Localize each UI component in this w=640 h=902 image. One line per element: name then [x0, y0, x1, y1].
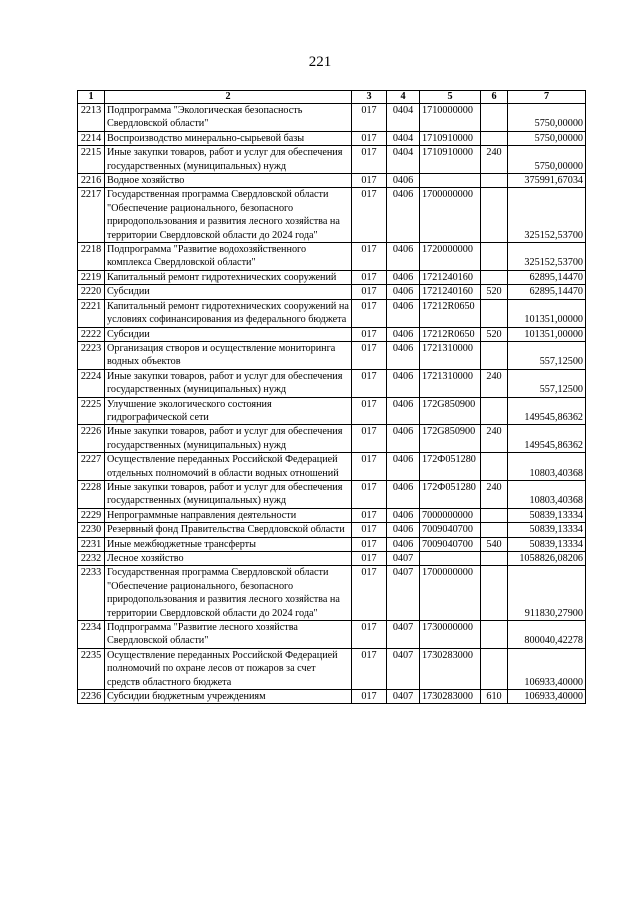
- row-name: Иные закупки товаров, работ и услуг для обеспечения государственных (муниципальных) нужд: [105, 146, 352, 174]
- table-row: [78, 552, 586, 566]
- row-number: 2229: [78, 508, 105, 522]
- row-target-code: 172G850900: [420, 397, 481, 425]
- row-target-code: [420, 552, 481, 566]
- row-name: Субсидии: [105, 327, 352, 341]
- row-department-code: 017: [352, 552, 387, 566]
- column-header: 6: [481, 91, 508, 104]
- column-header: 4: [387, 91, 420, 104]
- row-target-code: [420, 174, 481, 188]
- row-target-code: 1700000000: [420, 188, 481, 243]
- row-section-code: 0404: [387, 146, 420, 174]
- row-expense-type-code: [481, 621, 508, 649]
- row-amount: 325152,53700: [508, 243, 586, 271]
- row-number: 2214: [78, 131, 105, 145]
- budget-table: [77, 90, 586, 704]
- row-number: 2213: [78, 104, 105, 132]
- row-target-code: 17212R0650: [420, 327, 481, 341]
- row-section-code: 0404: [387, 131, 420, 145]
- row-target-code: 172Ф051280: [420, 453, 481, 481]
- row-department-code: 017: [352, 508, 387, 522]
- row-target-code: 172Ф051280: [420, 480, 481, 508]
- table-row: [78, 425, 586, 453]
- row-target-code: 1710910000: [420, 131, 481, 145]
- row-expense-type-code: 610: [481, 690, 508, 704]
- row-section-code: 0406: [387, 299, 420, 327]
- row-name: Иные закупки товаров, работ и услуг для обеспечения государственных (муниципальных) нужд: [105, 480, 352, 508]
- row-amount: 557,12500: [508, 369, 586, 397]
- row-number: 2217: [78, 188, 105, 243]
- table-row: [78, 285, 586, 299]
- row-name: Воспроизводство минерально-сырьевой базы: [105, 131, 352, 145]
- table-row: [78, 104, 586, 132]
- row-section-code: 0407: [387, 552, 420, 566]
- row-expense-type-code: [481, 453, 508, 481]
- row-amount: 911830,27900: [508, 566, 586, 621]
- row-department-code: 017: [352, 299, 387, 327]
- row-name: Осуществление переданных Российской Федерацией полномочий по охране лесов от пожаров за счет средств областного бюджета: [105, 648, 352, 689]
- row-name: Иные закупки товаров, работ и услуг для обеспечения государственных (муниципальных) нужд: [105, 369, 352, 397]
- row-number: 2216: [78, 174, 105, 188]
- row-department-code: 017: [352, 566, 387, 621]
- row-department-code: 017: [352, 270, 387, 284]
- row-department-code: 017: [352, 523, 387, 537]
- row-amount: 101351,00000: [508, 299, 586, 327]
- table-row: [78, 508, 586, 522]
- row-amount: 101351,00000: [508, 327, 586, 341]
- row-name: Субсидии: [105, 285, 352, 299]
- row-section-code: 0406: [387, 243, 420, 271]
- row-amount: 5750,00000: [508, 104, 586, 132]
- row-section-code: 0406: [387, 341, 420, 369]
- row-section-code: 0406: [387, 285, 420, 299]
- row-department-code: 017: [352, 285, 387, 299]
- column-header: 2: [105, 91, 352, 104]
- row-section-code: 0406: [387, 508, 420, 522]
- row-expense-type-code: [481, 174, 508, 188]
- row-number: 2223: [78, 341, 105, 369]
- row-amount: 149545,86362: [508, 425, 586, 453]
- table-row: [78, 146, 586, 174]
- row-expense-type-code: [481, 341, 508, 369]
- row-name: Капитальный ремонт гидротехнических сооружений: [105, 270, 352, 284]
- row-amount: 325152,53700: [508, 188, 586, 243]
- table-row: [78, 369, 586, 397]
- row-name: Государственная программа Свердловской области "Обеспечение рационального, безопасного природопользования и развития лесного хозяйства на территории Свердловской области до 2024 года": [105, 566, 352, 621]
- row-target-code: 1710000000: [420, 104, 481, 132]
- row-department-code: 017: [352, 341, 387, 369]
- row-amount: 106933,40000: [508, 690, 586, 704]
- row-amount: 10803,40368: [508, 453, 586, 481]
- row-number: 2225: [78, 397, 105, 425]
- row-amount: 50839,13334: [508, 537, 586, 551]
- row-department-code: 017: [352, 621, 387, 649]
- row-amount: 5750,00000: [508, 146, 586, 174]
- row-expense-type-code: [481, 299, 508, 327]
- row-number: 2230: [78, 523, 105, 537]
- row-department-code: 017: [352, 480, 387, 508]
- row-expense-type-code: [481, 243, 508, 271]
- row-target-code: 1720000000: [420, 243, 481, 271]
- row-name: Улучшение экологического состояния гидрографической сети: [105, 397, 352, 425]
- row-section-code: 0406: [387, 270, 420, 284]
- row-name: Непрограммные направления деятельности: [105, 508, 352, 522]
- table-row: [78, 621, 586, 649]
- column-header: 7: [508, 91, 586, 104]
- row-target-code: 172G850900: [420, 425, 481, 453]
- row-department-code: 017: [352, 537, 387, 551]
- row-number: 2227: [78, 453, 105, 481]
- row-number: 2218: [78, 243, 105, 271]
- row-expense-type-code: [481, 648, 508, 689]
- row-number: 2228: [78, 480, 105, 508]
- row-target-code: 1721240160: [420, 270, 481, 284]
- row-department-code: 017: [352, 243, 387, 271]
- table-row: [78, 174, 586, 188]
- row-number: 2222: [78, 327, 105, 341]
- row-number: 2221: [78, 299, 105, 327]
- row-number: 2233: [78, 566, 105, 621]
- row-department-code: 017: [352, 146, 387, 174]
- row-department-code: 017: [352, 425, 387, 453]
- row-department-code: 017: [352, 188, 387, 243]
- table-row: [78, 480, 586, 508]
- row-section-code: 0406: [387, 537, 420, 551]
- row-department-code: 017: [352, 397, 387, 425]
- column-header: 1: [78, 91, 105, 104]
- row-amount: 149545,86362: [508, 397, 586, 425]
- table-row: [78, 299, 586, 327]
- table-row: [78, 243, 586, 271]
- table-row: [78, 537, 586, 551]
- row-section-code: 0406: [387, 397, 420, 425]
- row-section-code: 0406: [387, 327, 420, 341]
- row-name: Организация створов и осуществление мониторинга водных объектов: [105, 341, 352, 369]
- row-name: Водное хозяйство: [105, 174, 352, 188]
- row-target-code: 1730000000: [420, 621, 481, 649]
- column-header: 3: [352, 91, 387, 104]
- table-row: [78, 523, 586, 537]
- row-name: Осуществление переданных Российской Федерацией отдельных полномочий в области водных отношений: [105, 453, 352, 481]
- row-section-code: 0406: [387, 425, 420, 453]
- row-section-code: 0407: [387, 648, 420, 689]
- table-row: [78, 453, 586, 481]
- row-department-code: 017: [352, 104, 387, 132]
- row-department-code: 017: [352, 131, 387, 145]
- row-target-code: 1721240160: [420, 285, 481, 299]
- row-expense-type-code: 540: [481, 537, 508, 551]
- row-amount: 10803,40368: [508, 480, 586, 508]
- row-section-code: 0407: [387, 621, 420, 649]
- row-name: Субсидии бюджетным учреждениям: [105, 690, 352, 704]
- row-section-code: 0406: [387, 369, 420, 397]
- row-amount: 62895,14470: [508, 285, 586, 299]
- row-number: 2220: [78, 285, 105, 299]
- table-row: [78, 327, 586, 341]
- row-expense-type-code: [481, 566, 508, 621]
- row-expense-type-code: [481, 188, 508, 243]
- table-row: [78, 270, 586, 284]
- table-row: [78, 566, 586, 621]
- table-row: [78, 131, 586, 145]
- table-row: [78, 690, 586, 704]
- row-amount: 106933,40000: [508, 648, 586, 689]
- row-expense-type-code: [481, 397, 508, 425]
- row-section-code: 0406: [387, 188, 420, 243]
- row-target-code: 7009040700: [420, 523, 481, 537]
- row-number: 2224: [78, 369, 105, 397]
- row-number: 2219: [78, 270, 105, 284]
- row-target-code: 7009040700: [420, 537, 481, 551]
- row-expense-type-code: [481, 104, 508, 132]
- row-expense-type-code: 240: [481, 425, 508, 453]
- row-amount: 62895,14470: [508, 270, 586, 284]
- row-target-code: 7000000000: [420, 508, 481, 522]
- row-target-code: 1710910000: [420, 146, 481, 174]
- row-expense-type-code: [481, 523, 508, 537]
- column-header: 5: [420, 91, 481, 104]
- row-number: 2231: [78, 537, 105, 551]
- row-number: 2235: [78, 648, 105, 689]
- row-name: Иные межбюджетные трансферты: [105, 537, 352, 551]
- row-name: Подпрограмма "Экологическая безопасность Свердловской области": [105, 104, 352, 132]
- row-section-code: 0406: [387, 174, 420, 188]
- row-department-code: 017: [352, 690, 387, 704]
- table-body: [78, 91, 586, 704]
- row-amount: 800040,42278: [508, 621, 586, 649]
- row-name: Подпрограмма "Развитие лесного хозяйства Свердловской области": [105, 621, 352, 649]
- row-number: 2226: [78, 425, 105, 453]
- row-name: Иные закупки товаров, работ и услуг для обеспечения государственных (муниципальных) нужд: [105, 425, 352, 453]
- row-name: Подпрограмма "Развитие водохозяйственного комплекса Свердловской области": [105, 243, 352, 271]
- row-section-code: 0406: [387, 523, 420, 537]
- row-expense-type-code: 240: [481, 480, 508, 508]
- row-number: 2236: [78, 690, 105, 704]
- row-name: Лесное хозяйство: [105, 552, 352, 566]
- row-section-code: 0407: [387, 566, 420, 621]
- page-number: 221: [308, 54, 332, 70]
- row-expense-type-code: 520: [481, 327, 508, 341]
- row-amount: 5750,00000: [508, 131, 586, 145]
- row-section-code: 0406: [387, 453, 420, 481]
- row-name: Государственная программа Свердловской области "Обеспечение рационального, безопасного природопользования и развития лесного хозяйства на территории Свердловской области до 2024 года": [105, 188, 352, 243]
- table-row: [78, 341, 586, 369]
- row-department-code: 017: [352, 648, 387, 689]
- row-target-code: 17212R0650: [420, 299, 481, 327]
- row-department-code: 017: [352, 327, 387, 341]
- row-department-code: 017: [352, 369, 387, 397]
- row-amount: 50839,13334: [508, 508, 586, 522]
- table-row: [78, 648, 586, 689]
- row-section-code: 0407: [387, 690, 420, 704]
- row-section-code: 0404: [387, 104, 420, 132]
- table-row: [78, 397, 586, 425]
- row-amount: 1058826,08206: [508, 552, 586, 566]
- row-expense-type-code: 520: [481, 285, 508, 299]
- row-department-code: 017: [352, 174, 387, 188]
- row-name: Резервный фонд Правительства Свердловской области: [105, 523, 352, 537]
- row-expense-type-code: [481, 131, 508, 145]
- row-expense-type-code: [481, 270, 508, 284]
- row-number: 2215: [78, 146, 105, 174]
- row-amount: 50839,13334: [508, 523, 586, 537]
- row-expense-type-code: 240: [481, 146, 508, 174]
- row-expense-type-code: [481, 508, 508, 522]
- row-target-code: 1721310000: [420, 369, 481, 397]
- row-department-code: 017: [352, 453, 387, 481]
- row-expense-type-code: 240: [481, 369, 508, 397]
- row-target-code: 1721310000: [420, 341, 481, 369]
- row-amount: 375991,67034: [508, 174, 586, 188]
- row-expense-type-code: [481, 552, 508, 566]
- table-row: [78, 188, 586, 243]
- row-target-code: 1730283000: [420, 690, 481, 704]
- row-section-code: 0406: [387, 480, 420, 508]
- row-number: 2232: [78, 552, 105, 566]
- row-target-code: 1730283000: [420, 648, 481, 689]
- row-target-code: 1700000000: [420, 566, 481, 621]
- row-name: Капитальный ремонт гидротехнических сооружений на условиях софинансирования из федерального бюджета: [105, 299, 352, 327]
- table-header-row: [78, 91, 586, 104]
- row-amount: 557,12500: [508, 341, 586, 369]
- row-number: 2234: [78, 621, 105, 649]
